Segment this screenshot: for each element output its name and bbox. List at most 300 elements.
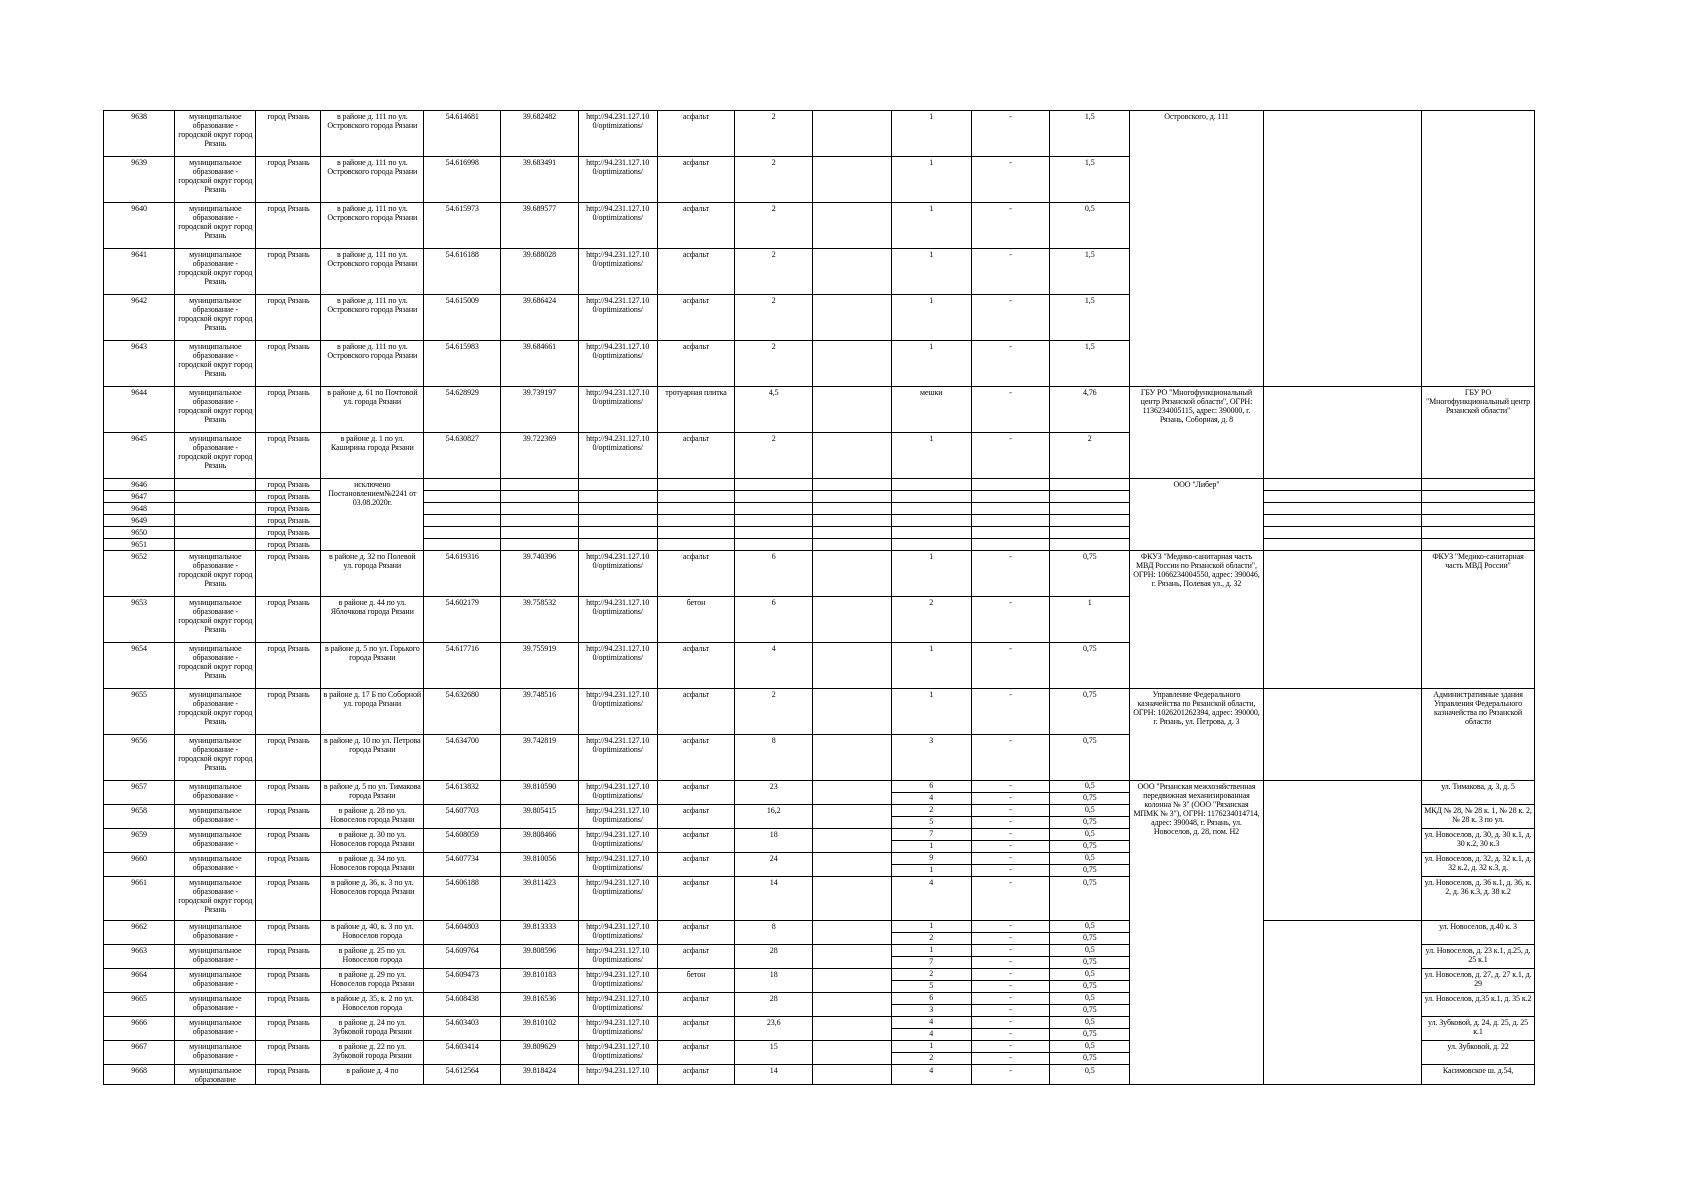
cell-municipality: муниципальное образование - xyxy=(175,1041,256,1065)
cell-empty xyxy=(971,527,1049,539)
cell-empty xyxy=(735,479,813,491)
cell-city: город Рязань xyxy=(256,157,321,203)
cell-latitude: 54.619316 xyxy=(424,551,501,597)
cell-dash-line-2: - xyxy=(1009,933,1012,942)
cell-longitude: 39.811423 xyxy=(501,877,578,921)
cell-source: МКД № 28, № 28 к. 1, № 28 к. 2, № 28 к. 3 по ул. xyxy=(1422,805,1535,829)
cell-number: 9666 xyxy=(104,1017,175,1041)
cell-empty xyxy=(1263,921,1422,945)
cell-city: город Рязань xyxy=(256,921,321,945)
cell-link: http://94.231.127.10 0/optimizations/ xyxy=(578,921,657,945)
cell-count-line-2: 7 xyxy=(929,957,934,966)
cell-dash: - xyxy=(971,735,1049,781)
cell-dash-line-1: - xyxy=(971,1017,1049,1029)
cell-count xyxy=(891,853,971,877)
cell-latitude: 54.634700 xyxy=(424,735,501,781)
cell-empty xyxy=(175,539,256,551)
cell-dash-line-2: - xyxy=(1009,1005,1012,1014)
cell-volume xyxy=(1050,805,1130,829)
cell-empty xyxy=(735,527,813,539)
cell-empty xyxy=(578,479,657,491)
cell-empty xyxy=(175,503,256,515)
cell-dash-line-1: - xyxy=(971,1041,1049,1053)
cell-empty xyxy=(813,111,891,157)
cell-count-line-2: 1 xyxy=(929,865,934,874)
cell-address: в районе д. 29 по ул. Новоселов города Рязани xyxy=(321,969,424,993)
table-row xyxy=(104,1065,1535,1085)
table-row-excluded xyxy=(104,539,1535,551)
cell-dash-line-2: - xyxy=(1009,841,1012,850)
cell-empty xyxy=(735,539,813,551)
cell-empty xyxy=(424,515,501,527)
cell-empty xyxy=(813,527,891,539)
cell-number: 9655 xyxy=(104,689,175,735)
cell-empty xyxy=(813,551,891,597)
cell-address: в районе д. 111 по ул. Островского города Рязани xyxy=(321,295,424,341)
cell-surface: асфальт xyxy=(657,643,734,689)
cell-exclusion-note: исключено Постановлением№2241 от 03.08.2020г. xyxy=(321,479,424,551)
cell-empty xyxy=(813,1017,891,1041)
cell-empty xyxy=(813,689,891,735)
cell-municipality: муниципальное образование - городской округ город Рязань xyxy=(175,877,256,921)
cell-surface: асфальт xyxy=(657,1065,734,1085)
cell-empty xyxy=(1422,539,1535,551)
cell-area: 14 xyxy=(735,1065,813,1085)
cell-latitude: 54.606188 xyxy=(424,877,501,921)
cell-city: город Рязань xyxy=(256,735,321,781)
cell-volume: 0,75 xyxy=(1050,735,1130,781)
cell-link: http://94.231.127.10 0/optimizations/ xyxy=(578,203,657,249)
cell-volume: 0,5 xyxy=(1050,1065,1130,1085)
cell-empty xyxy=(1050,515,1130,527)
cell-empty xyxy=(1130,1017,1263,1041)
cell-area: 6 xyxy=(735,551,813,597)
cell-number: 9640 xyxy=(104,203,175,249)
cell-empty xyxy=(813,539,891,551)
cell-area: 14 xyxy=(735,877,813,921)
cell-dash: - xyxy=(971,1065,1049,1085)
cell-number: 9652 xyxy=(104,551,175,597)
register-table xyxy=(103,110,1535,1085)
cell-surface: асфальт xyxy=(657,781,734,805)
cell-number: 9650 xyxy=(104,527,175,539)
cell-count xyxy=(891,781,971,805)
cell-dash: - xyxy=(971,643,1049,689)
cell-empty xyxy=(971,515,1049,527)
cell-count-line-2: 5 xyxy=(929,981,934,990)
cell-link: http://94.231.127.10 0/optimizations/ xyxy=(578,551,657,597)
cell-area: 18 xyxy=(735,829,813,853)
table-row xyxy=(104,781,1535,805)
cell-latitude: 54.608438 xyxy=(424,993,501,1017)
cell-municipality: муниципальное образование - xyxy=(175,781,256,805)
cell-dash xyxy=(971,1017,1049,1041)
cell-longitude: 39.682482 xyxy=(501,111,578,157)
cell-longitude: 39.810056 xyxy=(501,853,578,877)
cell-empty xyxy=(1130,945,1263,969)
cell-city: город Рязань xyxy=(256,877,321,921)
cell-empty xyxy=(424,539,501,551)
cell-number: 9664 xyxy=(104,969,175,993)
cell-source: ул. Новоселов, д. 23 к.1, д.25, д. 25 к.1 xyxy=(1422,945,1535,969)
cell-surface: асфальт xyxy=(657,921,734,945)
cell-count-line-1: 2 xyxy=(891,805,971,817)
cell-surface: асфальт xyxy=(657,157,734,203)
cell-dash: - xyxy=(971,157,1049,203)
cell-surface: асфальт xyxy=(657,433,734,479)
cell-empty xyxy=(501,479,578,491)
cell-dash: - xyxy=(971,341,1049,387)
cell-volume-line-2: 0,75 xyxy=(1082,1053,1097,1062)
cell-number: 9648 xyxy=(104,503,175,515)
cell-link: http://94.231.127.10 0/optimizations/ xyxy=(578,1017,657,1041)
cell-dash-line-1: - xyxy=(971,805,1049,817)
cell-volume xyxy=(1050,945,1130,969)
cell-dash xyxy=(971,945,1049,969)
cell-empty xyxy=(971,539,1049,551)
cell-link: http://94.231.127.10 0/optimizations/ xyxy=(578,387,657,433)
table-row xyxy=(104,387,1535,433)
cell-longitude: 39.809629 xyxy=(501,1041,578,1065)
cell-surface: асфальт xyxy=(657,551,734,597)
cell-longitude: 39.722369 xyxy=(501,433,578,479)
cell-dash-line-1: - xyxy=(971,853,1049,865)
cell-empty xyxy=(971,491,1049,503)
cell-city: город Рязань xyxy=(256,1017,321,1041)
cell-longitude: 39.739197 xyxy=(501,387,578,433)
cell-municipality: муниципальное образование - городской округ город Рязань xyxy=(175,111,256,157)
cell-empty xyxy=(1263,551,1422,689)
table-row xyxy=(104,1017,1535,1041)
cell-empty xyxy=(1263,527,1422,539)
cell-empty xyxy=(813,829,891,853)
cell-municipality: муниципальное образование - xyxy=(175,829,256,853)
cell-count: 4 xyxy=(891,1065,971,1085)
cell-empty xyxy=(891,539,971,551)
cell-empty xyxy=(1263,479,1422,491)
cell-empty xyxy=(813,877,891,921)
cell-latitude: 54.604803 xyxy=(424,921,501,945)
cell-empty xyxy=(1050,527,1130,539)
cell-empty xyxy=(813,203,891,249)
cell-count: 3 xyxy=(891,735,971,781)
cell-count xyxy=(891,1017,971,1041)
cell-number: 9647 xyxy=(104,491,175,503)
cell-surface: асфальт xyxy=(657,249,734,295)
cell-area: 23,6 xyxy=(735,1017,813,1041)
cell-empty xyxy=(813,479,891,491)
cell-empty xyxy=(891,515,971,527)
cell-number: 9660 xyxy=(104,853,175,877)
cell-empty xyxy=(735,503,813,515)
cell-empty xyxy=(1130,1065,1263,1085)
cell-volume-line-1: 0,5 xyxy=(1050,781,1130,793)
cell-number: 9656 xyxy=(104,735,175,781)
cell-city: город Рязань xyxy=(256,539,321,551)
cell-surface: асфальт xyxy=(657,1017,734,1041)
cell-empty xyxy=(891,503,971,515)
cell-address: в районе д. 111 по ул. Островского города Рязани xyxy=(321,111,424,157)
cell-address: в районе д. 111 по ул. Островского города Рязани xyxy=(321,157,424,203)
cell-volume-line-1: 0,5 xyxy=(1050,921,1130,933)
cell-count: 1 xyxy=(891,111,971,157)
cell-volume: 0,75 xyxy=(1050,551,1130,597)
cell-empty xyxy=(175,479,256,491)
cell-empty xyxy=(813,515,891,527)
cell-latitude: 54.628929 xyxy=(424,387,501,433)
cell-address: в районе д. 5 по ул. Тимакова города Рязани xyxy=(321,781,424,805)
cell-address: в районе д. 5 по ул. Горького города Рязани xyxy=(321,643,424,689)
cell-number: 9654 xyxy=(104,643,175,689)
cell-dash-line-2: - xyxy=(1009,793,1012,802)
cell-empty xyxy=(813,157,891,203)
cell-surface: тротуарная плитка xyxy=(657,387,734,433)
cell-dash: - xyxy=(971,387,1049,433)
table-row xyxy=(104,969,1535,993)
cell-city: город Рязань xyxy=(256,1041,321,1065)
cell-longitude: 39.742819 xyxy=(501,735,578,781)
cell-longitude: 39.688028 xyxy=(501,249,578,295)
cell-number: 9643 xyxy=(104,341,175,387)
cell-empty xyxy=(175,527,256,539)
cell-empty xyxy=(1263,993,1422,1017)
cell-number: 9668 xyxy=(104,1065,175,1085)
cell-source: ул. Новоселов, д.40 к. 3 xyxy=(1422,921,1535,945)
cell-latitude: 54.608059 xyxy=(424,829,501,853)
cell-count xyxy=(891,945,971,969)
cell-empty xyxy=(1263,689,1422,781)
cell-longitude: 39.810590 xyxy=(501,781,578,805)
cell-source: ул. Новоселов, д. 27, д. 27 к.1, д. 29 xyxy=(1422,969,1535,993)
cell-latitude: 54.609473 xyxy=(424,969,501,993)
cell-address: в районе д. 111 по ул. Островского города Рязани xyxy=(321,249,424,295)
cell-empty xyxy=(1263,387,1422,479)
cell-surface: асфальт xyxy=(657,295,734,341)
cell-count: 1 xyxy=(891,341,971,387)
cell-empty xyxy=(424,491,501,503)
cell-volume: 1,5 xyxy=(1050,111,1130,157)
cell-volume-line-1: 0,5 xyxy=(1050,1041,1130,1053)
cell-dash: - xyxy=(971,689,1049,735)
cell-empty xyxy=(1422,479,1535,491)
cell-empty xyxy=(813,295,891,341)
cell-surface: асфальт xyxy=(657,877,734,921)
cell-surface: бетон xyxy=(657,597,734,643)
cell-longitude: 39.683491 xyxy=(501,157,578,203)
cell-city: город Рязань xyxy=(256,689,321,735)
cell-empty xyxy=(891,491,971,503)
table-row xyxy=(104,921,1535,945)
cell-city: город Рязань xyxy=(256,993,321,1017)
table-row-excluded xyxy=(104,527,1535,539)
cell-municipality: муниципальное образование - городской округ город Рязань xyxy=(175,643,256,689)
cell-longitude: 39.689577 xyxy=(501,203,578,249)
cell-number: 9662 xyxy=(104,921,175,945)
cell-address: в районе д. 111 по ул. Островского города Рязани xyxy=(321,341,424,387)
cell-count xyxy=(891,829,971,853)
cell-volume xyxy=(1050,1017,1130,1041)
cell-link: http://94.231.127.10 0/optimizations/ xyxy=(578,111,657,157)
cell-latitude: 54.632680 xyxy=(424,689,501,735)
cell-city: город Рязань xyxy=(256,433,321,479)
cell-municipality: муниципальное образование - городской округ город Рязань xyxy=(175,157,256,203)
cell-count-line-1: 1 xyxy=(891,921,971,933)
cell-city: город Рязань xyxy=(256,853,321,877)
cell-volume: 1,5 xyxy=(1050,295,1130,341)
cell-count-line-2: 2 xyxy=(929,1053,934,1062)
cell-surface: асфальт xyxy=(657,203,734,249)
cell-empty xyxy=(891,527,971,539)
cell-area: 2 xyxy=(735,157,813,203)
table-row xyxy=(104,945,1535,969)
cell-count-line-2: 1 xyxy=(929,841,934,850)
cell-empty xyxy=(813,597,891,643)
cell-dash: - xyxy=(971,877,1049,921)
cell-number: 9649 xyxy=(104,515,175,527)
cell-link: http://94.231.127.10 0/optimizations/ xyxy=(578,249,657,295)
cell-dash xyxy=(971,805,1049,829)
cell-link: http://94.231.127.10 0/optimizations/ xyxy=(578,945,657,969)
cell-empty xyxy=(501,491,578,503)
cell-count-line-2: 4 xyxy=(929,793,934,802)
cell-city: город Рязань xyxy=(256,249,321,295)
cell-address: в районе д. 30 по ул. Новоселов города Рязани xyxy=(321,829,424,853)
cell-count: 1 xyxy=(891,689,971,735)
cell-volume xyxy=(1050,969,1130,993)
cell-area: 28 xyxy=(735,993,813,1017)
cell-empty xyxy=(971,479,1049,491)
cell-latitude: 54.617716 xyxy=(424,643,501,689)
cell-longitude: 39.813333 xyxy=(501,921,578,945)
cell-owner: ООО "Либер" xyxy=(1130,479,1263,551)
cell-empty xyxy=(1130,969,1263,993)
cell-count: 4 xyxy=(891,877,971,921)
cell-source: ул. Новоселов, д.35 к.1, д. 35 к.2 xyxy=(1422,993,1535,1017)
cell-owner: ФКУЗ "Медико-санитарная часть МВД России по Рязанской области", ОГРН: 1066234004550, адрес: 390046, г. Рязань, Полевая ул., д. 32 xyxy=(1130,551,1263,689)
cell-source: ул. Тимакова, д. 3, д. 5 xyxy=(1422,781,1535,805)
cell-empty xyxy=(1263,539,1422,551)
cell-longitude: 39.684661 xyxy=(501,341,578,387)
cell-empty xyxy=(813,249,891,295)
table-row xyxy=(104,551,1535,597)
cell-volume-line-1: 0,5 xyxy=(1050,805,1130,817)
cell-volume-line-1: 0,5 xyxy=(1050,853,1130,865)
cell-volume xyxy=(1050,1041,1130,1065)
cell-empty xyxy=(1263,781,1422,921)
cell-area: 8 xyxy=(735,921,813,945)
cell-dash-line-2: - xyxy=(1009,957,1012,966)
cell-empty xyxy=(1263,1041,1422,1065)
cell-city: город Рязань xyxy=(256,203,321,249)
cell-municipality: муниципальное образование - xyxy=(175,969,256,993)
cell-area: 2 xyxy=(735,249,813,295)
cell-latitude: 54.607703 xyxy=(424,805,501,829)
cell-city: город Рязань xyxy=(256,295,321,341)
cell-dash-line-1: - xyxy=(971,969,1049,981)
cell-address: в районе д. 44 по ул. Яблочкова города Рязани xyxy=(321,597,424,643)
cell-link: http://94.231.127.10 0/optimizations/ xyxy=(578,829,657,853)
cell-empty xyxy=(1263,1065,1422,1085)
cell-volume: 0,75 xyxy=(1050,643,1130,689)
cell-dash: - xyxy=(971,249,1049,295)
cell-empty xyxy=(657,479,734,491)
cell-address: в районе д. 34 по ул. Новоселов города Рязани xyxy=(321,853,424,877)
cell-empty xyxy=(1422,515,1535,527)
cell-empty xyxy=(813,735,891,781)
cell-source: Касимовское ш. д.54, xyxy=(1422,1065,1535,1085)
cell-address: в районе д. 24 по ул. Зубковой города Рязани xyxy=(321,1017,424,1041)
cell-empty xyxy=(1263,111,1422,387)
cell-number: 9661 xyxy=(104,877,175,921)
table-row xyxy=(104,993,1535,1017)
cell-empty xyxy=(424,503,501,515)
cell-owner: Управление Федерального казначейства по Рязанской области, ОГРН: 1026201262394, адрес: 390000, г. Рязань, ул. Петрова, д. 3 xyxy=(1130,689,1263,781)
cell-city: город Рязань xyxy=(256,527,321,539)
cell-count-line-1: 6 xyxy=(891,993,971,1005)
cell-volume-line-2: 0,75 xyxy=(1082,1005,1097,1014)
cell-empty xyxy=(813,341,891,387)
cell-volume-line-2: 0,75 xyxy=(1082,957,1097,966)
cell-empty xyxy=(1050,479,1130,491)
cell-empty xyxy=(813,433,891,479)
cell-link: http://94.231.127.10 0/optimizations/ xyxy=(578,735,657,781)
cell-count-line-1: 9 xyxy=(891,853,971,865)
cell-empty xyxy=(1263,515,1422,527)
cell-empty xyxy=(1130,1041,1263,1065)
cell-municipality: муниципальное образование - xyxy=(175,1017,256,1041)
cell-empty xyxy=(1263,491,1422,503)
cell-count xyxy=(891,993,971,1017)
cell-latitude: 54.615983 xyxy=(424,341,501,387)
cell-address: в районе д. 40, к. 3 по ул. Новоселов города xyxy=(321,921,424,945)
cell-empty xyxy=(813,643,891,689)
cell-empty xyxy=(1422,491,1535,503)
cell-link: http://94.231.127.10 0/optimizations/ xyxy=(578,433,657,479)
cell-volume: 1,5 xyxy=(1050,157,1130,203)
cell-source: Административные здания Управления Федерального казначейства по Рязанской области xyxy=(1422,689,1535,781)
cell-municipality: муниципальное образование - городской округ город Рязань xyxy=(175,735,256,781)
cell-volume xyxy=(1050,921,1130,945)
cell-empty xyxy=(1130,993,1263,1017)
cell-area: 4 xyxy=(735,643,813,689)
cell-empty xyxy=(813,993,891,1017)
cell-volume-line-2: 0,75 xyxy=(1082,1029,1097,1038)
cell-municipality: муниципальное образование - городской округ город Рязань xyxy=(175,551,256,597)
cell-source: ул. Зубковой, д. 24, д. 25, д. 25 к.1 xyxy=(1422,1017,1535,1041)
cell-city: город Рязань xyxy=(256,551,321,597)
cell-latitude: 54.609764 xyxy=(424,945,501,969)
cell-number: 9638 xyxy=(104,111,175,157)
cell-owner: ООО "Рязанская межхозяйственная передвижная механизированная колонна № 3" (ООО "Рязанская МПМК № 3"), ОГРН: 1176234014714, адрес: 390048, г. Рязань, ул. Новоселов, д. 28, пом. Н2 xyxy=(1130,781,1263,921)
cell-count: 2 xyxy=(891,597,971,643)
cell-dash-line-1: - xyxy=(971,921,1049,933)
cell-number: 9642 xyxy=(104,295,175,341)
cell-dash-line-1: - xyxy=(971,945,1049,957)
cell-empty xyxy=(813,805,891,829)
cell-volume-line-2: 0,75 xyxy=(1082,793,1097,802)
cell-municipality: муниципальное образование xyxy=(175,1065,256,1085)
cell-count xyxy=(891,969,971,993)
cell-longitude: 39.810183 xyxy=(501,969,578,993)
cell-area: 2 xyxy=(735,203,813,249)
cell-area: 2 xyxy=(735,689,813,735)
cell-count-line-1: 4 xyxy=(891,1017,971,1029)
cell-link: http://94.231.127.10 0/optimizations/ xyxy=(578,689,657,735)
cell-latitude: 54.612564 xyxy=(424,1065,501,1085)
cell-dash xyxy=(971,853,1049,877)
cell-volume xyxy=(1050,853,1130,877)
cell-empty xyxy=(735,491,813,503)
